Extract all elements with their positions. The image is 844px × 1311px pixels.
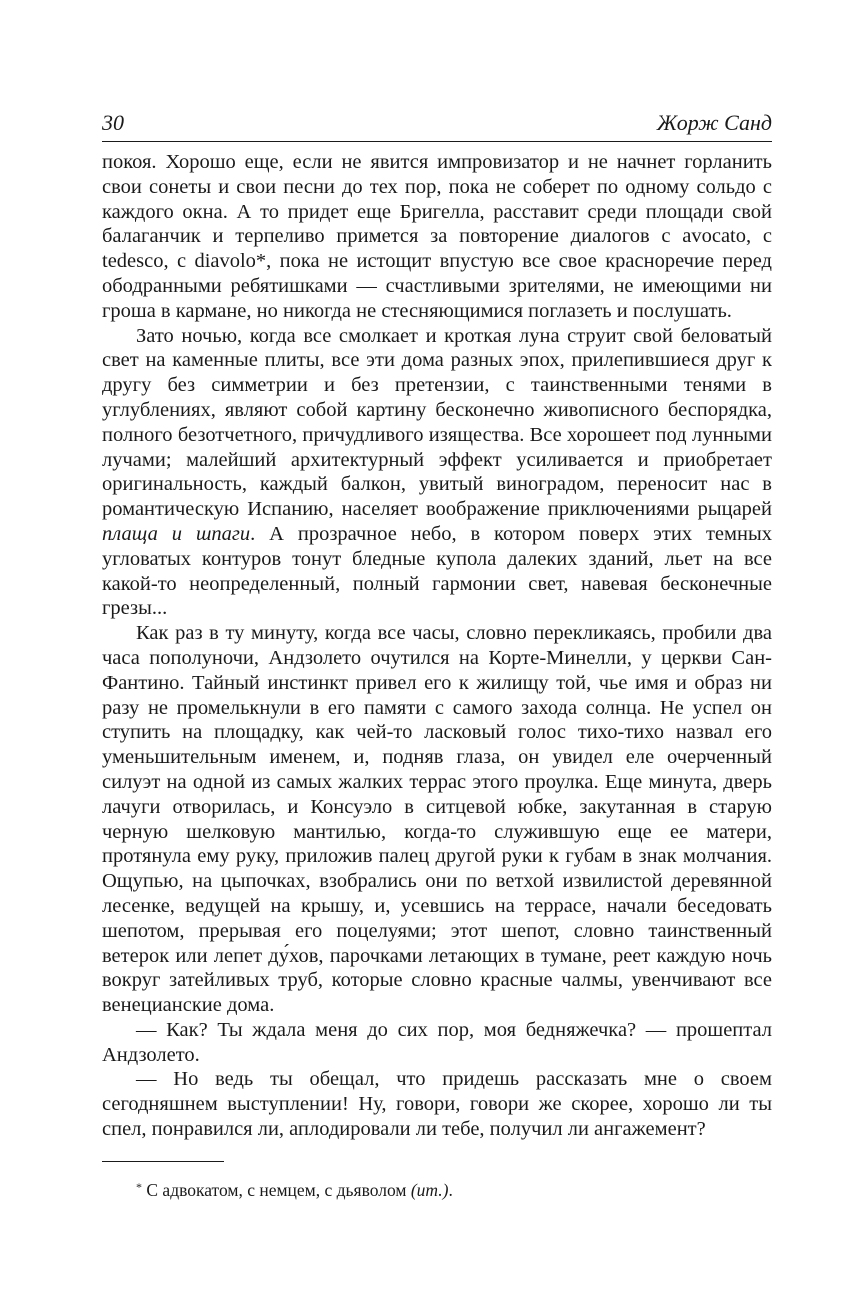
paragraph-2-text-end: . А прозрачное небо, в котором поверх этих темных угловатых контуров тонут бледные купола далеких зданий, льет на все какой-то неопределенный, полный гармонии свет, навевая бесконечные грезы... [102, 522, 772, 620]
footnote [136, 1176, 453, 1201]
dialogue-line-1: — Как? Ты ждала меня до сих пор, моя бедняжечка? — прошептал Андзолето. [102, 1018, 772, 1066]
italic-phrase: плаща и шпаги [102, 522, 251, 545]
book-page [102, 108, 772, 1200]
header-rule [102, 141, 772, 142]
dialogue-line-2: — Но ведь ты обещал, что придешь рассказать мне о своем сегодняшнем выступлении! Ну, говори, говори же скорее, хорошо ли ты спел, понравился ли, аплодировали ли тебе, получил ли ангажемент? [102, 1068, 772, 1141]
footnote-text: С адвокатом, с немцем, с дьяволом [142, 1180, 411, 1200]
footnote-mark: * [136, 1180, 142, 1194]
paragraph-2-text: Зато ночью, когда все смолкает и кроткая луна струит свой беловатый свет на каменные плиты, все эти дома разных эпох, прилепившиеся друг к другу без симметрии и без претензии, с таинственными тенями в углублениях, являют собой картину бесконечно живописного беспорядка, полного безотчетного, причудливого изящества. Все хорошеет под лунными лучами; малейший архитектурный эффект усиливается и приобретает оригинальность, каждый балкон, увитый виноградом, переносит нас в романтическую Испанию, населяет воображение приключениями рыцарей [102, 324, 772, 521]
body-text [102, 150, 772, 1142]
page-number: 30 [102, 110, 124, 135]
footnote-end: . [448, 1180, 453, 1200]
footnote-language-note: (ит.) [410, 1180, 449, 1200]
page-header [102, 108, 772, 138]
paragraph-2 [102, 324, 772, 622]
footnote-rule [102, 1161, 224, 1162]
running-head-author: Жорж Санд [656, 110, 772, 135]
paragraph-3: Как раз в ту минуту, когда все часы, словно перекликаясь, пробили два часа пополуночи, Андзолето очутился на Корте-Минелли, у церкви Сан-Фантино. Тайный инстинкт привел его к жилищу той, чье имя и образ ни разу не промелькнули в его памяти с самого захода солнца. Не успел он ступить на площадку, как чей-то ласковый голос тихо-тихо назвал его уменьшительным именем, и, подняв глаза, он увидел еле очерченный силуэт на одной из самых жалких террас этого проулка. Еще минута, дверь лачуги отворилась, и Консуэло в ситцевой юбке, закутанная в старую черную шелковую мантилью, когда-то служившую еще ее матери, протянула ему руку, приложив палец другой руки к губам в знак молчания. Ощупью, на цыпочках, взобрались они по ветхой извилистой деревянной лесенке, ведущей на крышу, и, усевшись на террасе, начали беседовать шепотом, прерывая его поцелуями; этот шепот, словно таинственный ветерок или лепет ду́хов, парочками летающих в тумане, реет каждую ночь вокруг затейливых труб, которые словно красные чалмы, увенчивают все венецианские дома. [102, 622, 772, 1017]
paragraph-1: покоя. Хорошо еще, если не явится импровизатор и не начнет горланить свои сонеты и свои песни до тех пор, пока не соберет по одному сольдо с каждого окна. А то придет еще Бригелла, расставит среди площади свой балаганчик и терпеливо примется за повторение диалогов с avocato, с tedesco, с diavolo*, пока не истощит впустую все свое красноречие перед ободранными ребятишками — счастливыми зрителями, не имеющими ни гроша в кармане, но никогда не стесняющимися поглазеть и послушать. [102, 151, 772, 322]
